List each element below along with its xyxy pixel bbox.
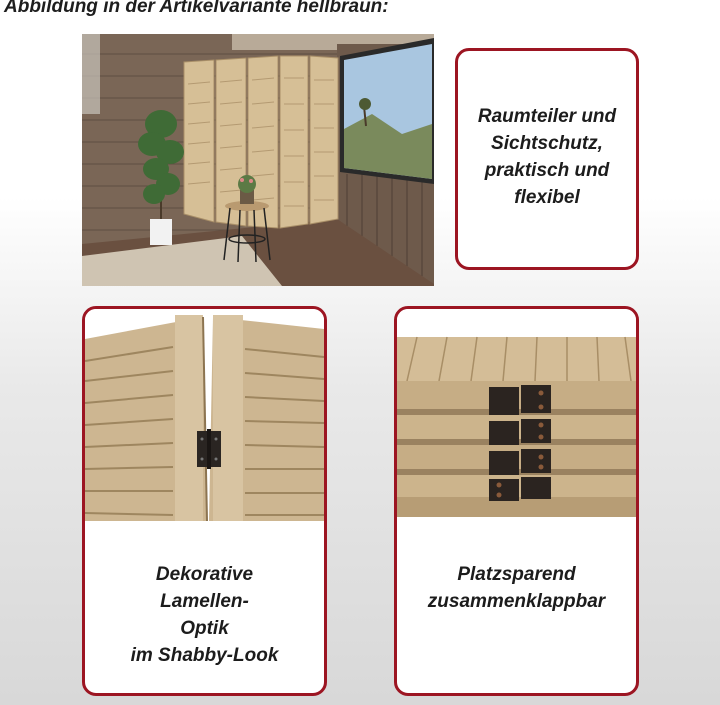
feature-card-room-divider	[455, 48, 639, 270]
feature-card-slat-look	[82, 306, 327, 696]
folded-stack-photo	[397, 309, 636, 521]
feature-card-foldable	[394, 306, 639, 696]
card-text: Dekorative Lamellen- Optik im Shabby-Look	[130, 564, 279, 666]
card-text: Raumteiler und Sichtschutz, praktisch und flexibel	[477, 106, 617, 208]
card-text: Platzsparend zusammenklappbar	[427, 564, 606, 612]
slat-detail-photo	[85, 309, 324, 521]
headline: Abbildung in der Artikelvariante hellbraun:	[4, 0, 389, 17]
room-photo	[82, 34, 434, 286]
